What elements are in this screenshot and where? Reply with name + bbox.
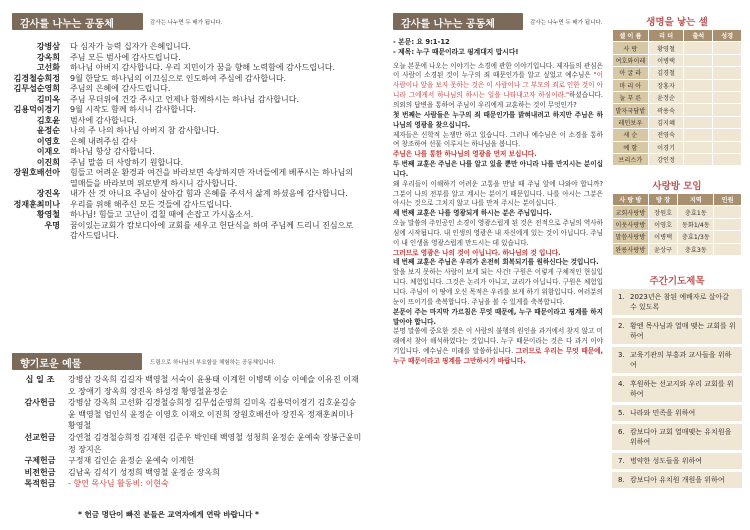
thanks-row [12, 210, 357, 221]
offering-names: 강병삼 강옥희 고선화 김경철승희정 김무섭순영희 김미옥 김용덕이경기 김호윤김승윤 백영철 엄인식 윤정순 이영호 이재오 이진희 장원호배선아 장진옥 정재훈최미나 황영철 [68, 398, 357, 431]
cells-cell [684, 116, 713, 128]
sermon-body [393, 38, 603, 367]
cells-cell [713, 54, 742, 66]
love-cell: 이영호 [648, 218, 678, 230]
cells-cell: 곽용숙 [648, 104, 684, 116]
thanks-message: 다 심자가 능력 십자가 은혜입니다. [70, 42, 191, 51]
thanks-row [12, 168, 357, 189]
thanks-message: 은혜 내려주심 감사 [70, 136, 137, 146]
love-cell: 윤상구 [648, 243, 678, 255]
prayer-item [612, 376, 742, 402]
sermon-text-label: - 본문: 요 9:1-12 [393, 38, 450, 46]
cells-cell: 김경철 [648, 67, 684, 79]
thanks-name: 김호윤 [36, 115, 60, 125]
sermon-point-1: 첫 번째는 사람들은 누구의 죄 때문인가를 밝혀내려고 하지만 주님은 하나님의 영광을 찾으십니다. [393, 110, 603, 129]
cells-table [612, 29, 742, 166]
cells-cell: 강인정 [648, 153, 684, 165]
cells-cell: 사 랑 [613, 42, 649, 54]
prayer-number: 7. [618, 457, 625, 465]
cells-cell [684, 54, 713, 66]
offering-row [12, 478, 362, 490]
cells-cell [713, 153, 742, 165]
thanks-note: 감사는 나누면 두 배가 됩니다. [150, 20, 223, 26]
cells-cell: 이경기 [648, 141, 684, 153]
love-row [613, 218, 742, 230]
sermon-point-5: 본문이 주는 마지막 가르침은 무엇 때문에, 누구 때문이라고 핑계를 하지 말아야 합니다. [393, 307, 603, 326]
offering-names: 김남욱 김석기 성정희 백영철 윤정순 장옥희 [68, 467, 220, 477]
thanks-name: 김미옥 [36, 94, 60, 104]
cells-cell: 레인보우 [613, 116, 649, 128]
thanks-name: 이영호 [36, 136, 60, 146]
thanks-name: 김무섭순영희 [13, 84, 60, 93]
prayer-text: 교육기관의 부흥과 교사들을 위하여 [630, 351, 732, 369]
love-cell [714, 206, 742, 218]
thanks-row [12, 221, 357, 242]
sermon-paragraph: 오늘 본문에 나오는 이야기는 소경에 관한 이야기입니다. 제자들의 관심은 이 사람이 소경된 것이 누구의 죄 때문인가를 알고 싶었고 예수님은 "이 사람이나 앞을 보지 못하는 것은 이 사람이나 그 부모의 죄로 인한 것이 아니라 그에게서 하나님의 하시는 일을 나타내고자 하심이라."하셨습니다. 의외의 답변을 통하여 주님이 우리에게 교훈하는 것이 무엇인가? [393, 61, 603, 109]
prayer-list [612, 289, 742, 491]
sermon-point-3: 세 번째 교훈은 나를 영광되게 하시는 분은 주님입니다. [393, 209, 552, 218]
thanks-message: 힘들고 어려운 환경과 여건을 바라보면 속상하지만 자녀들에게 베푸시는 하나님의 열매들을 바라보며 위로받게 하시니 감사합니다. [70, 168, 354, 188]
cells-row [613, 116, 742, 128]
cells-cell: 여호와이레 [613, 54, 649, 66]
sermon-highlight: 그러므로 영광은 나의 것이 아닙니다. 하나님의 것 입니다. [393, 248, 561, 257]
prayer-number: 8. [618, 476, 625, 484]
thanks-message: 주님 모든 범사에 감사드립니다. [70, 52, 181, 62]
thanks-message: 내가 산 것 아니요 주님이 살아감 힘과 은혜를 주셔서 삶계 하셨음에 감사합니다. [70, 189, 348, 198]
cells-cell: 전영숙 [648, 129, 684, 141]
prayer-number: 4. [618, 380, 625, 388]
thanks-name: 이재오 [36, 147, 60, 156]
cells-row [613, 67, 742, 79]
offering-names: 강연철 김경철승희정 김재현 김준우 박인태 백영철 성청희 윤정순 윤예숙 장봉근윤미정 장지은 [68, 432, 362, 454]
cells-cell [684, 42, 713, 54]
prayer-number: 1. [618, 293, 625, 301]
thanks-row [12, 158, 357, 169]
offering-names: 구정재 김인순 윤정순 윤예숙 이계헌 [68, 456, 195, 466]
cells-cell [713, 42, 742, 54]
thanks-message: 하나님! 힘들고 고난이 겹칠 때에 손잡고 가시옵소서. [70, 210, 254, 219]
prayer-text: 황엔 목사님과 열매 맺는 교회를 위하여 [630, 322, 736, 340]
prayer-text: 캄보디아 교회 열매맺는 유치원을 위하여 [630, 428, 732, 446]
thanks-name: 황영철 [36, 210, 60, 219]
cells-row [613, 104, 742, 116]
love-table [612, 193, 742, 256]
thanks-message: 주님의 은혜에 감사드립니다. [70, 84, 171, 93]
thanks-message: 범사에 감사합니다. [70, 115, 137, 125]
prayer-item [612, 424, 742, 450]
prayer-number: 6. [618, 428, 625, 436]
cells-cell [713, 67, 742, 79]
cells-cell: 예 함 [613, 141, 649, 153]
cells-cell: 이병택 [648, 54, 684, 66]
cells-cell [684, 104, 713, 116]
prayer-item [612, 318, 742, 344]
cells-cell [684, 79, 713, 91]
thanks-row [12, 137, 357, 148]
cells-cell: 브리스가 [613, 153, 649, 165]
sermon-paragraph: 제자들은 신학적 논쟁만 하고 있습니다. 그러나 예수님은 이 소경을 통하여 창조하여 선물 이루시는 하나님을 봅니다. [393, 130, 603, 149]
offering-note: 드림으로 하나님의 부요함을 체험하는 공동체입니다. [150, 360, 276, 366]
offering-label: 감사헌금 [24, 398, 56, 408]
prayer-number: 3. [618, 351, 625, 359]
thanks-message: 9월 시작도 함께 하시니 감사합니다. [70, 105, 196, 114]
thanks-name: 강옥희 [36, 52, 60, 62]
love-cell: 장원호 [648, 206, 678, 218]
cells-cell [684, 129, 713, 141]
cells-header-cell: 리 더 [648, 30, 684, 42]
thanks-name: 윤정순 [36, 126, 60, 135]
thanks-message: 꿈이있는교회가 캄보디아에 교회를 세우고 헌단식을 하며 주님께 드리니 진심으로 감사드립니다. [70, 220, 354, 240]
sermon-paragraph: 앞을 보지 못하는 사람이 보게 되는 사건! 구원은 이렇게 구체적인 현실입니다. 체험입니다. 그것은 논리가 아니고, 교리가 아닙니다. 구원은 체험입니다. 주님이 이 땅에 오신 목적은 우리를 보게 하기 위함입니다. 여러분의 눈이 뜨이기를 축복합니다. 주님을 볼 수 있게를 축복합니다. [393, 268, 603, 306]
offering-list [12, 374, 362, 490]
cells-cell: 윤정순 [648, 91, 684, 103]
love-cell: 완릉사랑방 [613, 243, 649, 255]
thanks-row [12, 74, 357, 85]
offering-row [12, 397, 362, 432]
cells-row [613, 153, 742, 165]
love-cell [714, 243, 742, 255]
prayer-text: 나라와 민족을 위하여 [630, 409, 696, 417]
thanks-message: 주님 무더위에 건강 주시고 언제나 함께하시는 하나님 감사합니다. [70, 94, 299, 104]
prayer-text: 2023년은 참된 예배자로 살아갈 수 있도록 [630, 293, 729, 311]
sermon-paragraph: 왜 우리들이 이해하기 어려운 고통을 만날 때 주님 앞에 나와야 합니까? 그분이 나의 전부를 알고 계시는 분이기 때문입니다. 나를 아시는 그분은 아시는 것으로 그치지 않고 나를 만져 주시는 분이십니다. [393, 179, 603, 208]
thanks-message: 9월 한달도 하나님의 이끄심으로 인도하여 주심에 감사합니다. [70, 73, 287, 83]
offering-header: 향기로운 예물 [12, 353, 142, 370]
prayer-number: 5. [618, 409, 625, 417]
sermon-point-4: 네 번째 교훈은 주님은 우리가 온전히 회복되기를 원하신다는 것입니다. [393, 258, 599, 267]
cells-cell: 김지혜 [648, 116, 684, 128]
thanks-message: 우리를 위해 해주신 모든 것들에 감사드립니다. [70, 199, 233, 209]
prayer-text: 캄보디아 유치원 개원을 위하여 [630, 476, 725, 484]
thanks-message: 주님 말씀 더 사랑하기 원합니다. [70, 157, 184, 167]
love-row [613, 243, 742, 255]
thanks-row [12, 84, 357, 95]
prayer-item [612, 289, 742, 315]
cells-cell [684, 91, 713, 103]
cells-row [613, 141, 742, 153]
thanks-name: 장원호배선아 [13, 168, 60, 177]
thanks-name: 정재훈최미나 [13, 199, 60, 209]
thanks-row [12, 189, 357, 200]
love-cell: 충효1동 [678, 206, 714, 218]
love-cell: 이웃사랑방 [613, 218, 649, 230]
love-cell: 말씀사랑방 [613, 231, 649, 243]
offering-label: 선교헌금 [24, 432, 56, 442]
thanks-row [12, 53, 357, 64]
cells-cell [684, 153, 713, 165]
sermon-title: - 제목: 누구 때문이라고 핑계대지 맙시다! [393, 47, 519, 56]
love-header-cell: 인원 [714, 194, 742, 206]
offering-row [12, 432, 362, 455]
prayer-text: 후원하는 선교지와 우리 교회를 위하여 [630, 380, 734, 398]
prayer-text: 병약한 성도들을 위하여 [630, 457, 703, 465]
thanks-message: 하나님 항상 감사합니다. [70, 147, 155, 156]
cells-cell [713, 116, 742, 128]
sermon-highlight: 주님은 나를 통한 하나님의 영광을 먼저 보십니다. [393, 150, 537, 159]
cells-header-cell: 셀 이 름 [613, 30, 649, 42]
offering-names: - 향연 목사님 활동비: 이현숙 [68, 479, 169, 489]
thanks-name: 김용덕이경기 [13, 105, 60, 114]
cells-row [613, 54, 742, 66]
cells-cell [713, 91, 742, 103]
cells-header-cell: 출석 [684, 30, 713, 42]
thanks-row [12, 42, 357, 53]
love-title: 사랑방 모임 [652, 181, 702, 192]
cells-row [613, 91, 742, 103]
thanks-row [12, 95, 357, 106]
sermon-note: 감사는 나누면 두 배가 됩니다. [530, 20, 603, 26]
sermon-point-2: 두 번째 교훈은 주님은 나를 알고 있을 뿐만 아니라 나를 만지시는 분이십니다. [393, 160, 603, 178]
love-cell: 충효3동 [678, 243, 714, 255]
thanks-row [12, 63, 357, 74]
love-cell [714, 231, 742, 243]
prayer-number: 2. [618, 322, 625, 330]
thanks-name: 이진희 [36, 157, 60, 167]
thanks-name: 김경철승희정 [13, 73, 60, 83]
cells-cell [713, 141, 742, 153]
thanks-message: 나의 주 나의 하나님 아버지 참 감사합니다. [70, 126, 220, 135]
cells-cell: 발자국담밭 [613, 104, 649, 116]
prayer-item [612, 453, 742, 469]
thanks-row [12, 105, 357, 116]
thanks-row [12, 116, 357, 127]
offering-label: 십 일 조 [25, 375, 55, 384]
cells-cell [684, 141, 713, 153]
offering-names: 강병삼 강옥희 김길자 백영철 서숙이 윤용태 이계헌 이병택 이승 이예슬 이유진 이재오 장애기 장옥희 장진옥 하성경 황영철윤정순 [68, 375, 359, 396]
prayer-item [612, 472, 742, 488]
cells-row [613, 42, 742, 54]
cells-cell: 마 리 아 [613, 79, 649, 91]
thanks-header: 감사를 나누는 공동체 [12, 13, 143, 30]
love-cell: 교회사랑방 [613, 206, 649, 218]
cells-cell [713, 79, 742, 91]
sermon-header: 감사를 나누는 공동체 [393, 13, 523, 30]
cells-cell [713, 104, 742, 116]
sermon-paragraph: 분명 말씀에 중요한 것은 이 사람의 불행의 원인을 과거에서 찾지 않고 미래에서 찾아 해석하였다는 것입니다. 누구 때문이라는 것은 다 과거 이야기입니다. 예수님은 미래를 말씀하십니다. 그러므로 우리는 무엇 때문에, 누구 때문이라고 핑계를 그만하시기 바랍니다. [393, 327, 604, 365]
cells-cell [713, 129, 742, 141]
prayer-item [612, 347, 742, 373]
cells-cell [684, 67, 713, 79]
love-row [613, 231, 742, 243]
offering-footnote: * 헌금 명단이 빠진 분들은 교역자에게 연락 바랍니다 * [78, 510, 259, 519]
offering-label: 목적헌금 [24, 479, 56, 489]
cells-row [613, 129, 742, 141]
love-row [613, 206, 742, 218]
love-cell [714, 218, 742, 230]
thanks-row [12, 126, 357, 137]
cells-row [613, 79, 742, 91]
thanks-name: 우명 [44, 220, 60, 230]
prayer-title: 주간기도제목 [649, 276, 705, 287]
offering-row [12, 455, 362, 467]
thanks-name: 강병삼 [36, 42, 60, 51]
prayer-item [612, 405, 742, 421]
love-cell: 충효1/3동 [678, 231, 714, 243]
cells-cell: 새 순 [613, 129, 649, 141]
cells-cell: 황영철 [648, 42, 684, 54]
cells-title: 생명을 낳는 셀 [646, 17, 708, 28]
offering-row [12, 374, 362, 397]
cells-cell: 아 굴 라 [613, 67, 649, 79]
thanks-name: 장진옥 [36, 189, 60, 198]
love-header-cell: 방 장 [648, 194, 678, 206]
cells-cell: 장홍자 [648, 79, 684, 91]
love-cell: 동화1/4동 [678, 218, 714, 230]
thanks-name: 고선화 [36, 63, 60, 72]
offering-row [12, 467, 362, 479]
cells-header-cell: 성경 [713, 30, 742, 42]
offering-label: 구제헌금 [24, 456, 56, 466]
thanks-row [12, 200, 357, 211]
thanks-message: 하나님 아버지 감사합니다. 우리 지민이가 꿈을 향해 노력함에 감사드립니다. [70, 63, 335, 72]
offering-label: 비전헌금 [24, 467, 56, 477]
sermon-paragraph: 오늘 말씀의 주인공인 소경이 영광스럽게 된 것은 전적으로 주님의 역사하심에 시작됩니다. 내 인생의 영광은 내 자신에게 있는 것이 아닙니다. 주님이 내 인생을 영광스럽게 만드시는 데 있습니다. [393, 219, 603, 247]
cells-cell: 눌 푸 른 [613, 91, 649, 103]
love-header-cell: 사 랑 방 [613, 194, 649, 206]
love-cell: 이병택 [648, 231, 678, 243]
love-header-cell: 지역 [678, 194, 714, 206]
thanks-row [12, 147, 357, 158]
thanks-list [12, 42, 357, 242]
